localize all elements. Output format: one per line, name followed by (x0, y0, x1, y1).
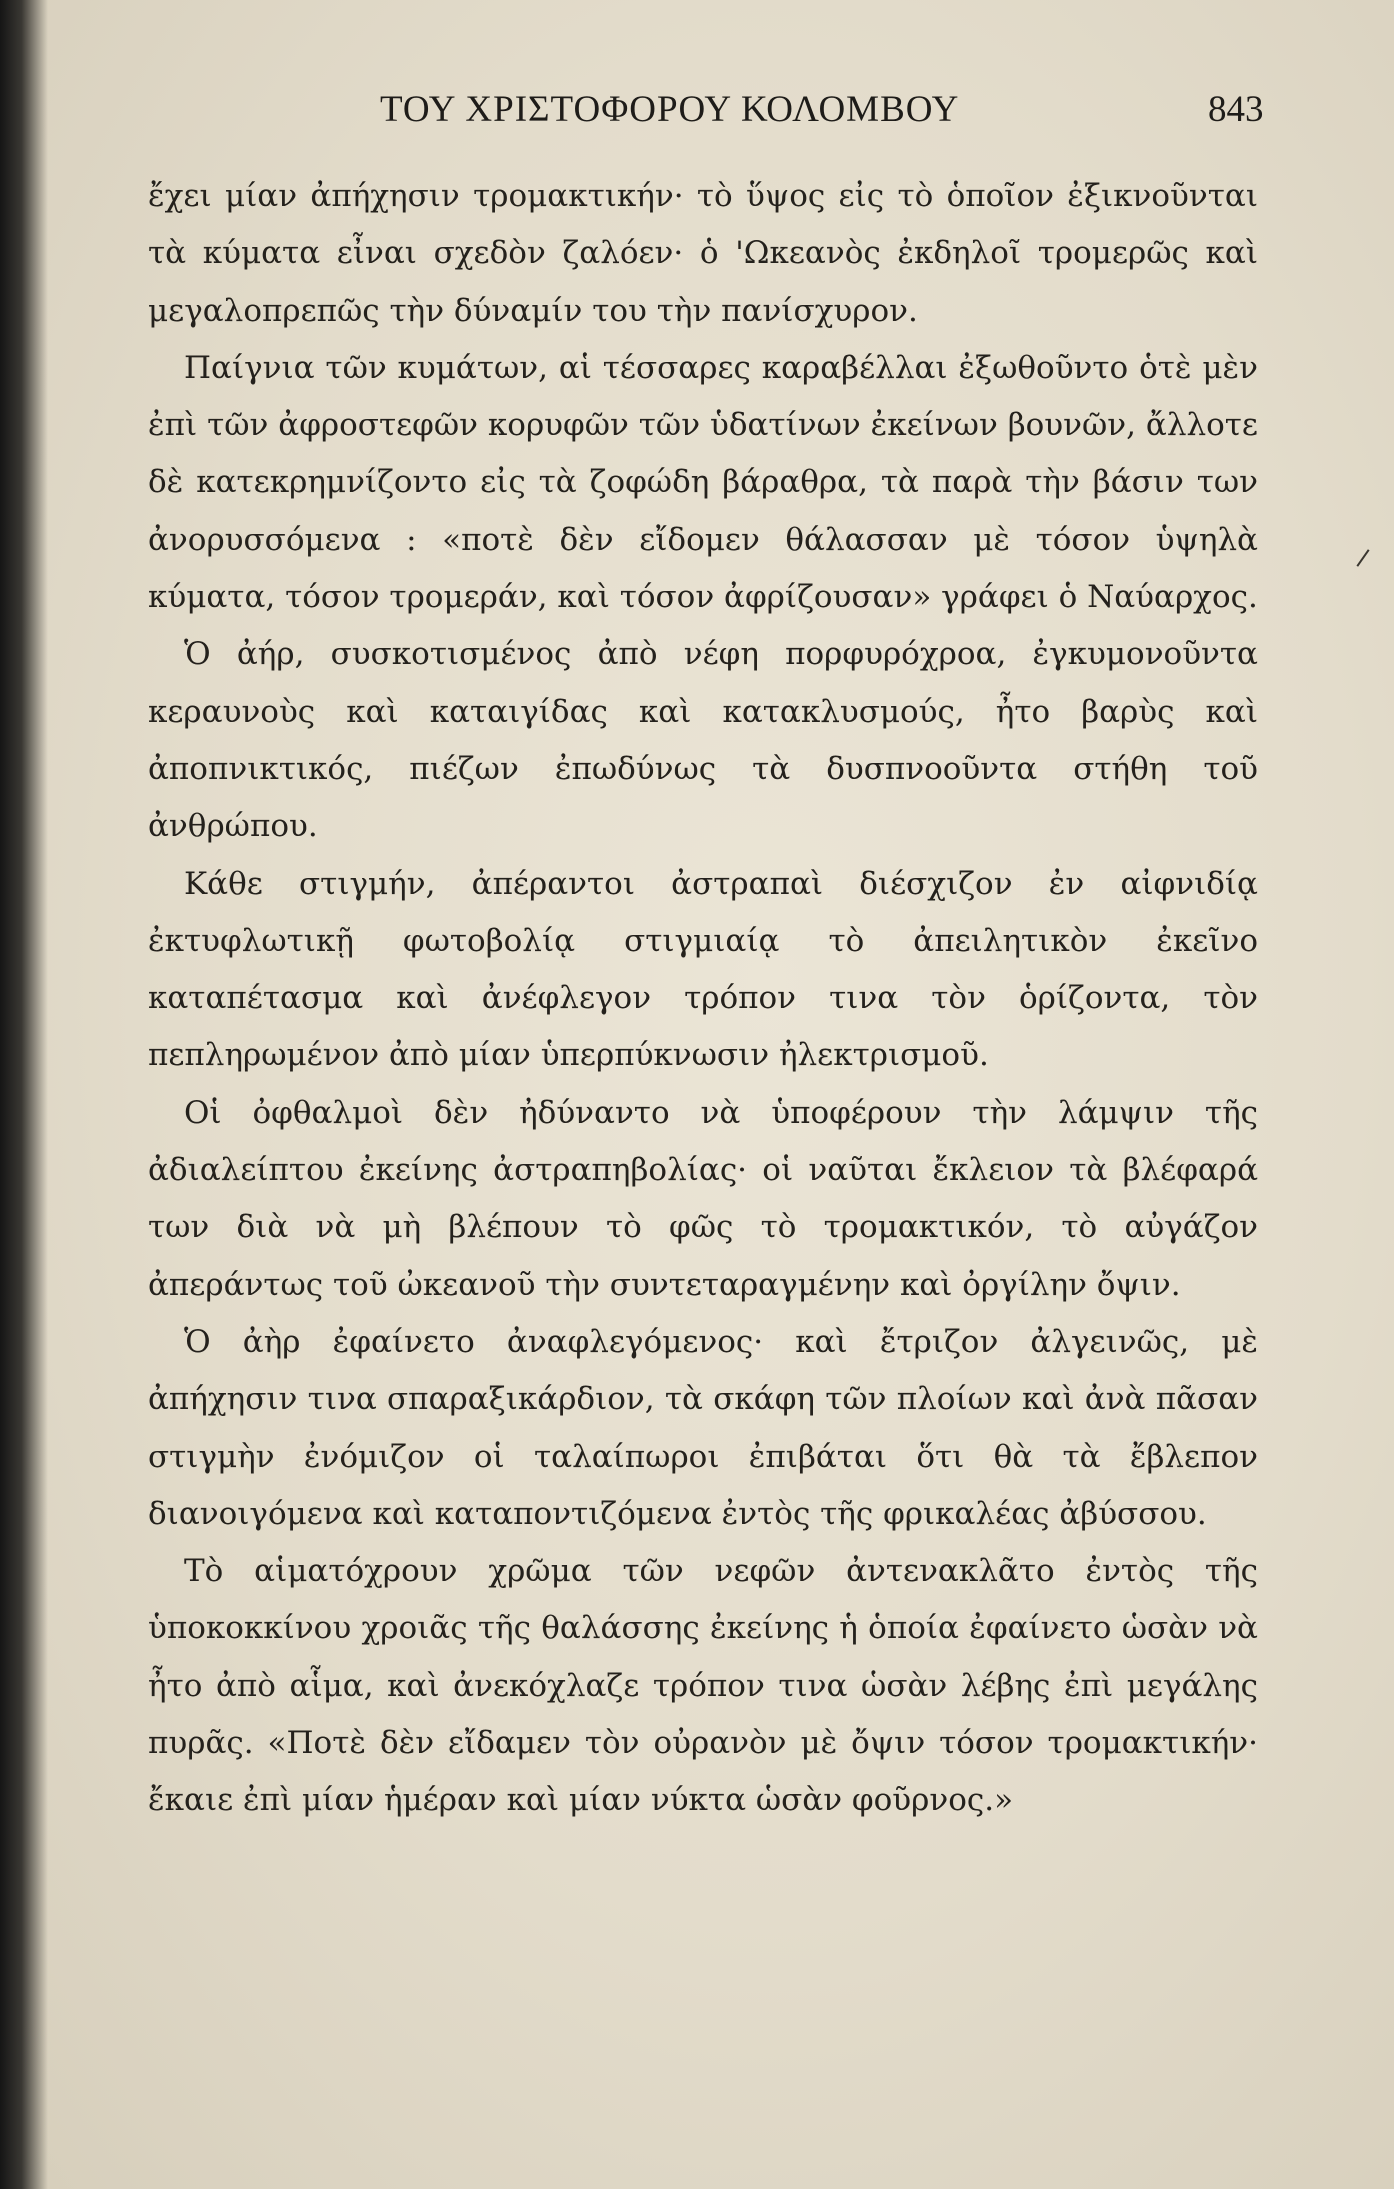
paragraph: Οἱ ὀφθαλμοὶ δὲν ἠδύναντο νὰ ὑποφέρουν τὴν λάμψιν τῆς ἀδιαλείπτου ἐκείνης ἀστραπηβολίας· οἱ ναῦται ἔκλειον τὰ βλέφαρά των διὰ νὰ μὴ βλέπουν τὸ φῶς τὸ τρομακτικόν, τὸ αὐγάζον ἀπεράντως τοῦ ὠκεανοῦ τὴν συντεταραγμένην καὶ ὀργίλην ὄψιν. (148, 1094, 1258, 1303)
binding-shadow (0, 0, 48, 2189)
paragraph: Ὁ ἀὴρ ἐφαίνετο ἀναφλεγόμενος· καὶ ἔτριζον ἀλγεινῶς, μὲ ἀπήχησιν τινα σπαραξικάρδιον, τὰ σκάφη τῶν πλοίων καὶ ἀνὰ πᾶσαν στιγμὴν ἐνόμιζον οἱ ταλαίπωροι ἐπιβάται ὅτι θὰ τὰ ἔβλεπον διανοιγόμενα καὶ καταποντιζόμενα ἐντὸς τῆς φρικαλέας ἀβύσσου. (148, 1323, 1258, 1532)
page-number: 843 (1208, 89, 1264, 130)
running-head (0, 88, 1394, 138)
paragraph: Ὁ ἀήρ, συσκοτισμένος ἀπὸ νέφη πορφυρόχροα, ἐγκυμονοῦντα κεραυνοὺς καὶ καταιγίδας καὶ κατακλυσμούς, ἦτο βαρὺς καὶ ἀποπνικτικός, πιέζων ἐπωδύνως τὰ δυσπνοοῦντα στήθη τοῦ ἀνθρώπου. (148, 636, 1258, 845)
body-text (148, 168, 1258, 1830)
margin-mark (1356, 549, 1369, 567)
running-title: ΤΟΥ ΧΡΙΣΤΟΦΟΡΟΥ ΚΟΛΟΜΒΟΥ (380, 89, 960, 130)
paragraph: ἔχει μίαν ἀπήχησιν τρομακτικήν· τὸ ὕψος εἰς τὸ ὁποῖον ἐξικνοῦνται τὰ κύματα εἶναι σχεδὸν ζαλόεν· ὁ 'Ωκεανὸς ἐκδηλοῖ τρομερῶς καὶ μεγαλοπρεπῶς τὴν δύναμίν του τὴν πανίσχυρον. (148, 178, 1258, 329)
paragraph: Τὸ αἱματόχρουν χρῶμα τῶν νεφῶν ἀντενακλᾶτο ἐντὸς τῆς ὑποκοκκίνου χροιᾶς τῆς θαλάσσης ἐκείνης ἡ ὁποία ἐφαίνετο ὡσὰν νὰ ἦτο ἀπὸ αἷμα, καὶ ἀνεκόχλαζε τρόπον τινα ὡσὰν λέβης ἐπὶ μεγάλης πυρᾶς. «Ποτὲ δὲν εἴδαμεν τὸν οὐρανὸν μὲ ὄψιν τόσον τρομακτικήν· ἔκαιε ἐπὶ μίαν ἡμέραν καὶ μίαν νύκτα ὡσὰν φοῦρνος.» (148, 1553, 1258, 1819)
paragraph: Κάθε στιγμήν, ἀπέραντοι ἀστραπαὶ διέσχιζον ἐν αἰφνιδίᾳ ἐκτυφλωτικῇ φωτοβολίᾳ στιγμιαίᾳ τὸ ἀπειλητικὸν ἐκεῖνο καταπέτασμα καὶ ἀνέφλεγον τρόπον τινα τὸν ὁρίζοντα, τὸν πεπληρωμένον ἀπὸ μίαν ὑπερπύκνωσιν ἠλεκτρισμοῦ. (148, 865, 1258, 1074)
paragraph: Παίγνια τῶν κυμάτων, αἱ τέσσαρες καραβέλλαι ἐξωθοῦντο ὁτὲ μὲν ἐπὶ τῶν ἀφροστεφῶν κορυφῶν τῶν ὑδατίνων ἐκείνων βουνῶν, ἄλλοτε δὲ κατεκρημνίζοντο εἰς τὰ ζοφώδη βάραθρα, τὰ παρὰ τὴν βάσιν των ἀνορυσσόμενα : «ποτὲ δὲν εἴδομεν θάλασσαν μὲ τόσον ὑψηλὰ κύματα, τόσον τρομεράν, καὶ τόσον ἀφρίζουσαν» γράφει ὁ Ναύαρχος. (148, 349, 1258, 616)
